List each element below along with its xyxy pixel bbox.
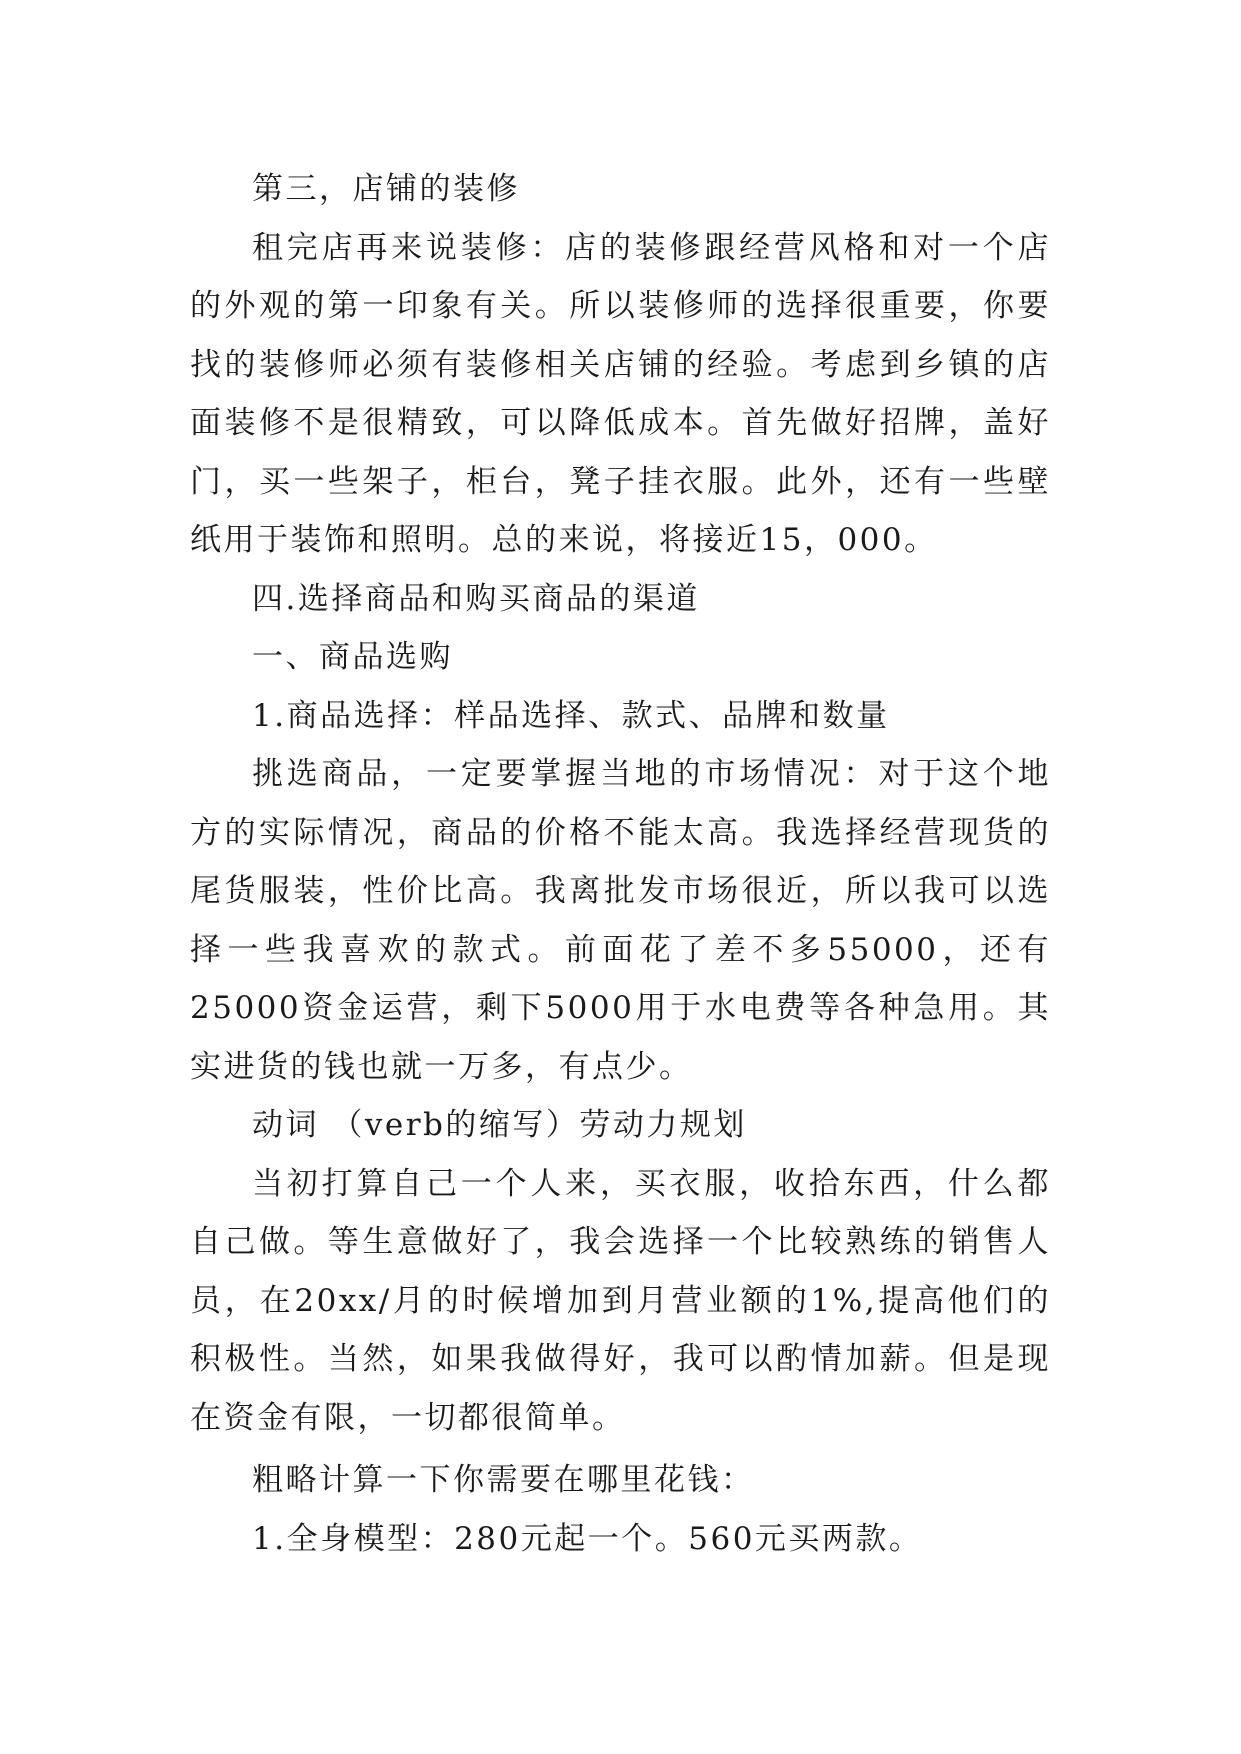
paragraph-decoration: 租完店再来说装修：店的装修跟经营风格和对一个店的外观的第一印象有关。所以装修师的选择很重要，你要找的装修师必须有装修相关店铺的经验。考虑到乡镇的店面装修不是很精致，可以降低成本。首先做好招牌，盖好门，买一些架子，柜台，凳子挂衣服。此外，还有一些壁纸用于装饰和照明。总的来说，将接近15，000。 <box>190 229 1051 558</box>
list-item-mannequin: 1.全身模型：280元起一个。560元买两款。 <box>252 1520 923 1557</box>
section-heading-decoration: 第三，店铺的装修 <box>252 171 520 207</box>
paragraph-labor-planning: 当初打算自己一个人来，买衣服，收拾东西，什么都自己做。等生意做好了，我会选择一个比较熟练的销售人员，在20xx/月的时候增加到月营业额的1%,提高他们的积极性。当然，如果我做得好，我可以酌情加薪。但是现在资金有限，一切都很简单。 <box>190 1165 1051 1436</box>
section-heading-goods-channels: 四.选择商品和购买商品的渠道 <box>252 580 700 617</box>
subheading-goods-purchase: 一、商品选购 <box>252 639 453 675</box>
paragraph-goods-selection: 挑选商品，一定要掌握当地的市场情况：对于这个地方的实际情况，商品的价格不能太高。我选择经营现货的尾货服装，性价比高。我离批发市场很近，所以我可以选择一些我喜欢的款式。前面花了差不多55000，还有25000资金运营，剩下5000用于水电费等各种急用。其实进货的钱也就一万多，有点少。 <box>190 756 1051 1085</box>
section-heading-labor-planning: 动词 （verb的缩写）劳动力规划 <box>252 1107 747 1143</box>
subheading-cost-estimate: 粗略计算一下你需要在哪里花钱： <box>252 1462 755 1498</box>
subheading-goods-selection: 1.商品选择：样品选择、款式、品牌和数量 <box>252 697 890 734</box>
